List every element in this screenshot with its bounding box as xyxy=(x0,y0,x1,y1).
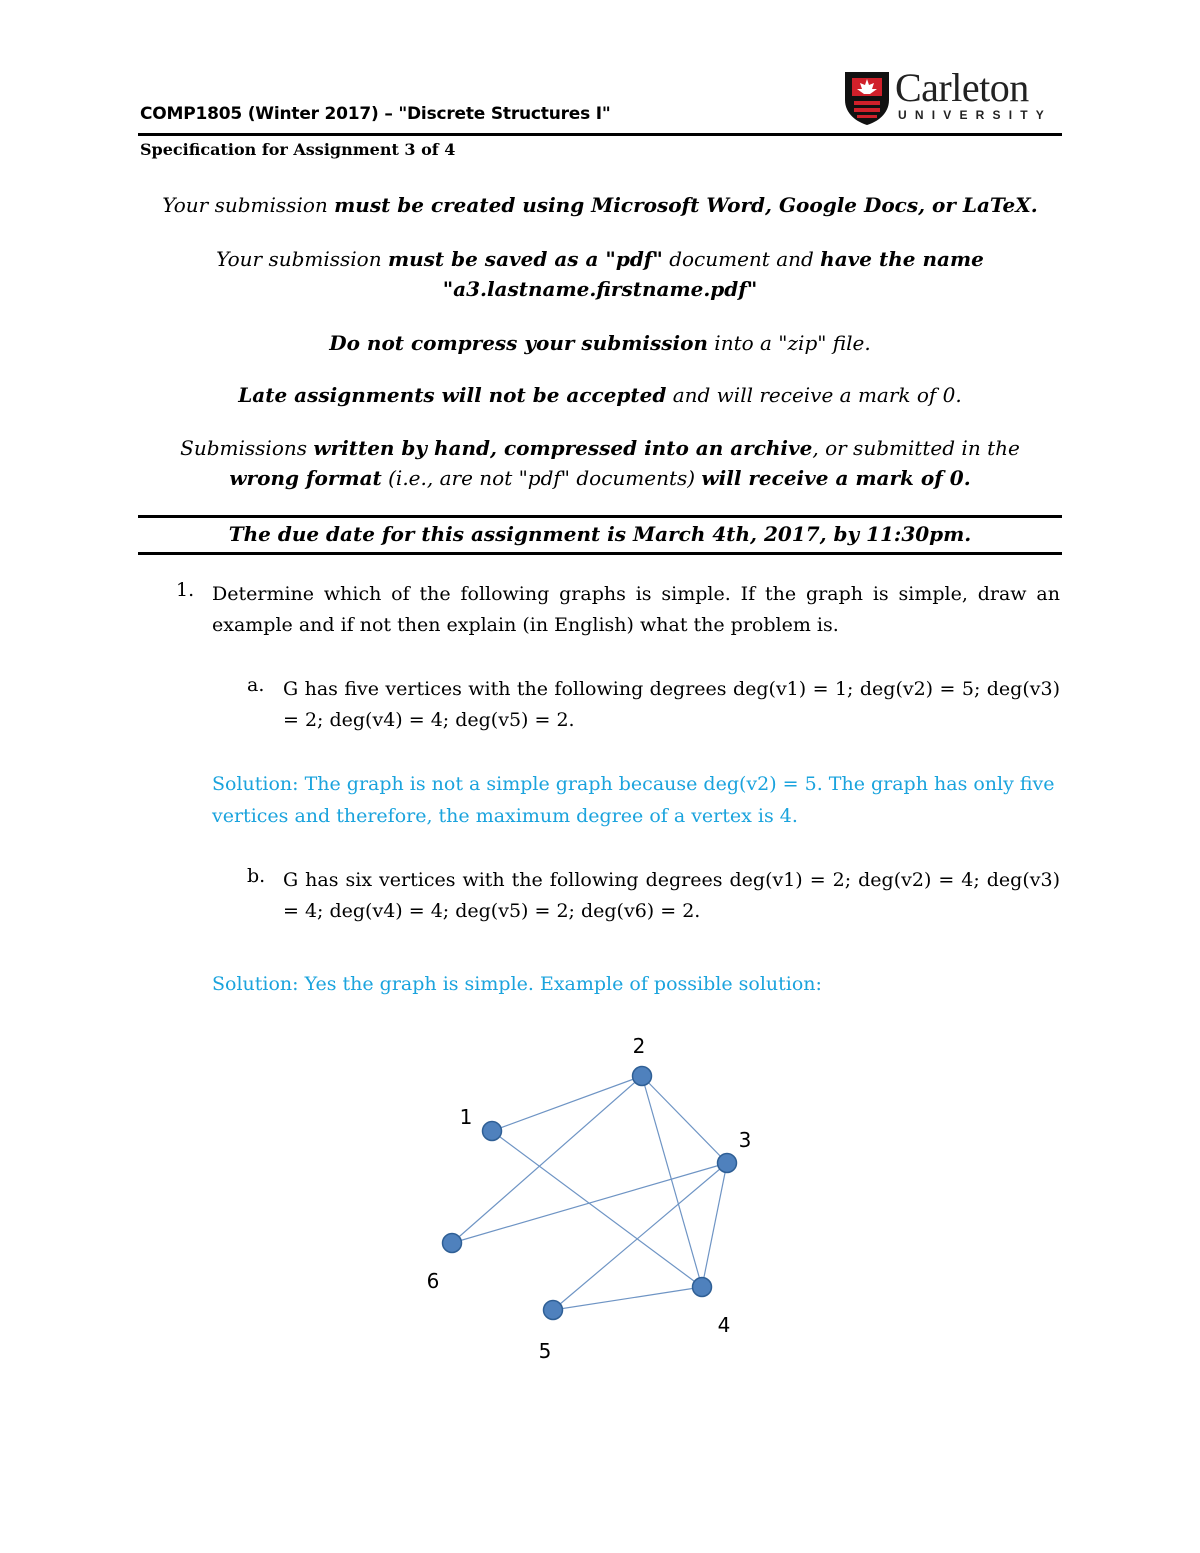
notice-format: Your submission must be created using Microsoft Word, Google Docs, or LaTeX. xyxy=(162,193,1038,217)
spec-title: Specification for Assignment 3 of 4 xyxy=(140,140,456,159)
part-a-label: a. xyxy=(247,674,265,696)
notice-late: Late assignments will not be accepted and will receive a mark of 0. xyxy=(238,383,962,407)
notice-wrong-format: Submissions written by hand, compressed into an archive, or submitted in the wrong format (i.e., are not "pdf" documents) will receive a mark of 0. xyxy=(180,436,1020,490)
logo-subtitle: UNIVERSITY xyxy=(898,108,1053,122)
graph-node-6 xyxy=(443,1234,462,1253)
graph-edge-2-4 xyxy=(642,1076,702,1287)
question-text: Determine which of the following graphs is simple. If the graph is simple, draw an example and if not then explain (in English) what the problem is. xyxy=(212,583,1060,636)
graph-node-3 xyxy=(718,1154,737,1173)
part-a-text: G has five vertices with the following degrees deg(v1) = 1; deg(v2) = 5; deg(v3) = 2; deg(v4) = 4; deg(v5) = 2. xyxy=(283,678,1060,731)
notice-compress: Do not compress your submission into a "zip" file. xyxy=(329,331,871,355)
graph-edge-1-2 xyxy=(492,1076,642,1131)
part-a-solution: Solution: The graph is not a simple graph because deg(v2) = 5. The graph has only five vertices and therefore, the maximum degree of a vertex is 4. xyxy=(212,773,1055,827)
graph-node-label-6: 6 xyxy=(426,1269,440,1293)
part-b-label: b. xyxy=(247,865,266,887)
notice-filename: Your submission must be saved as a "pdf" document and have the name "a3.lastname.firstname.pdf" xyxy=(216,247,984,301)
graph-node-label-3: 3 xyxy=(738,1128,752,1152)
due-date: The due date for this assignment is March 4th, 2017, by 11:30pm. xyxy=(228,522,972,546)
graph-node-1 xyxy=(483,1122,502,1141)
graph-node-label-5: 5 xyxy=(538,1339,552,1363)
logo-wordmark: Carleton xyxy=(895,65,1029,110)
graph-node-label-4: 4 xyxy=(717,1313,731,1337)
part-b-text: G has six vertices with the following degrees deg(v1) = 2; deg(v2) = 4; deg(v3) = 4; deg(v4) = 4; deg(v5) = 2; deg(v6) = 2. xyxy=(283,869,1060,922)
course-title: COMP1805 (Winter 2017) – "Discrete Structures I" xyxy=(140,104,611,124)
graph-edge-1-4 xyxy=(492,1131,702,1287)
graph-node-2 xyxy=(633,1067,652,1086)
graph-edge-2-6 xyxy=(452,1076,642,1243)
graph-node-5 xyxy=(544,1301,563,1320)
question-number: 1. xyxy=(176,579,195,601)
graph-node-label-1: 1 xyxy=(459,1105,473,1129)
graph-node-label-2: 2 xyxy=(632,1034,646,1058)
graph-node-4 xyxy=(693,1278,712,1297)
part-b-solution: Solution: Yes the graph is simple. Example of possible solution: xyxy=(212,973,822,995)
